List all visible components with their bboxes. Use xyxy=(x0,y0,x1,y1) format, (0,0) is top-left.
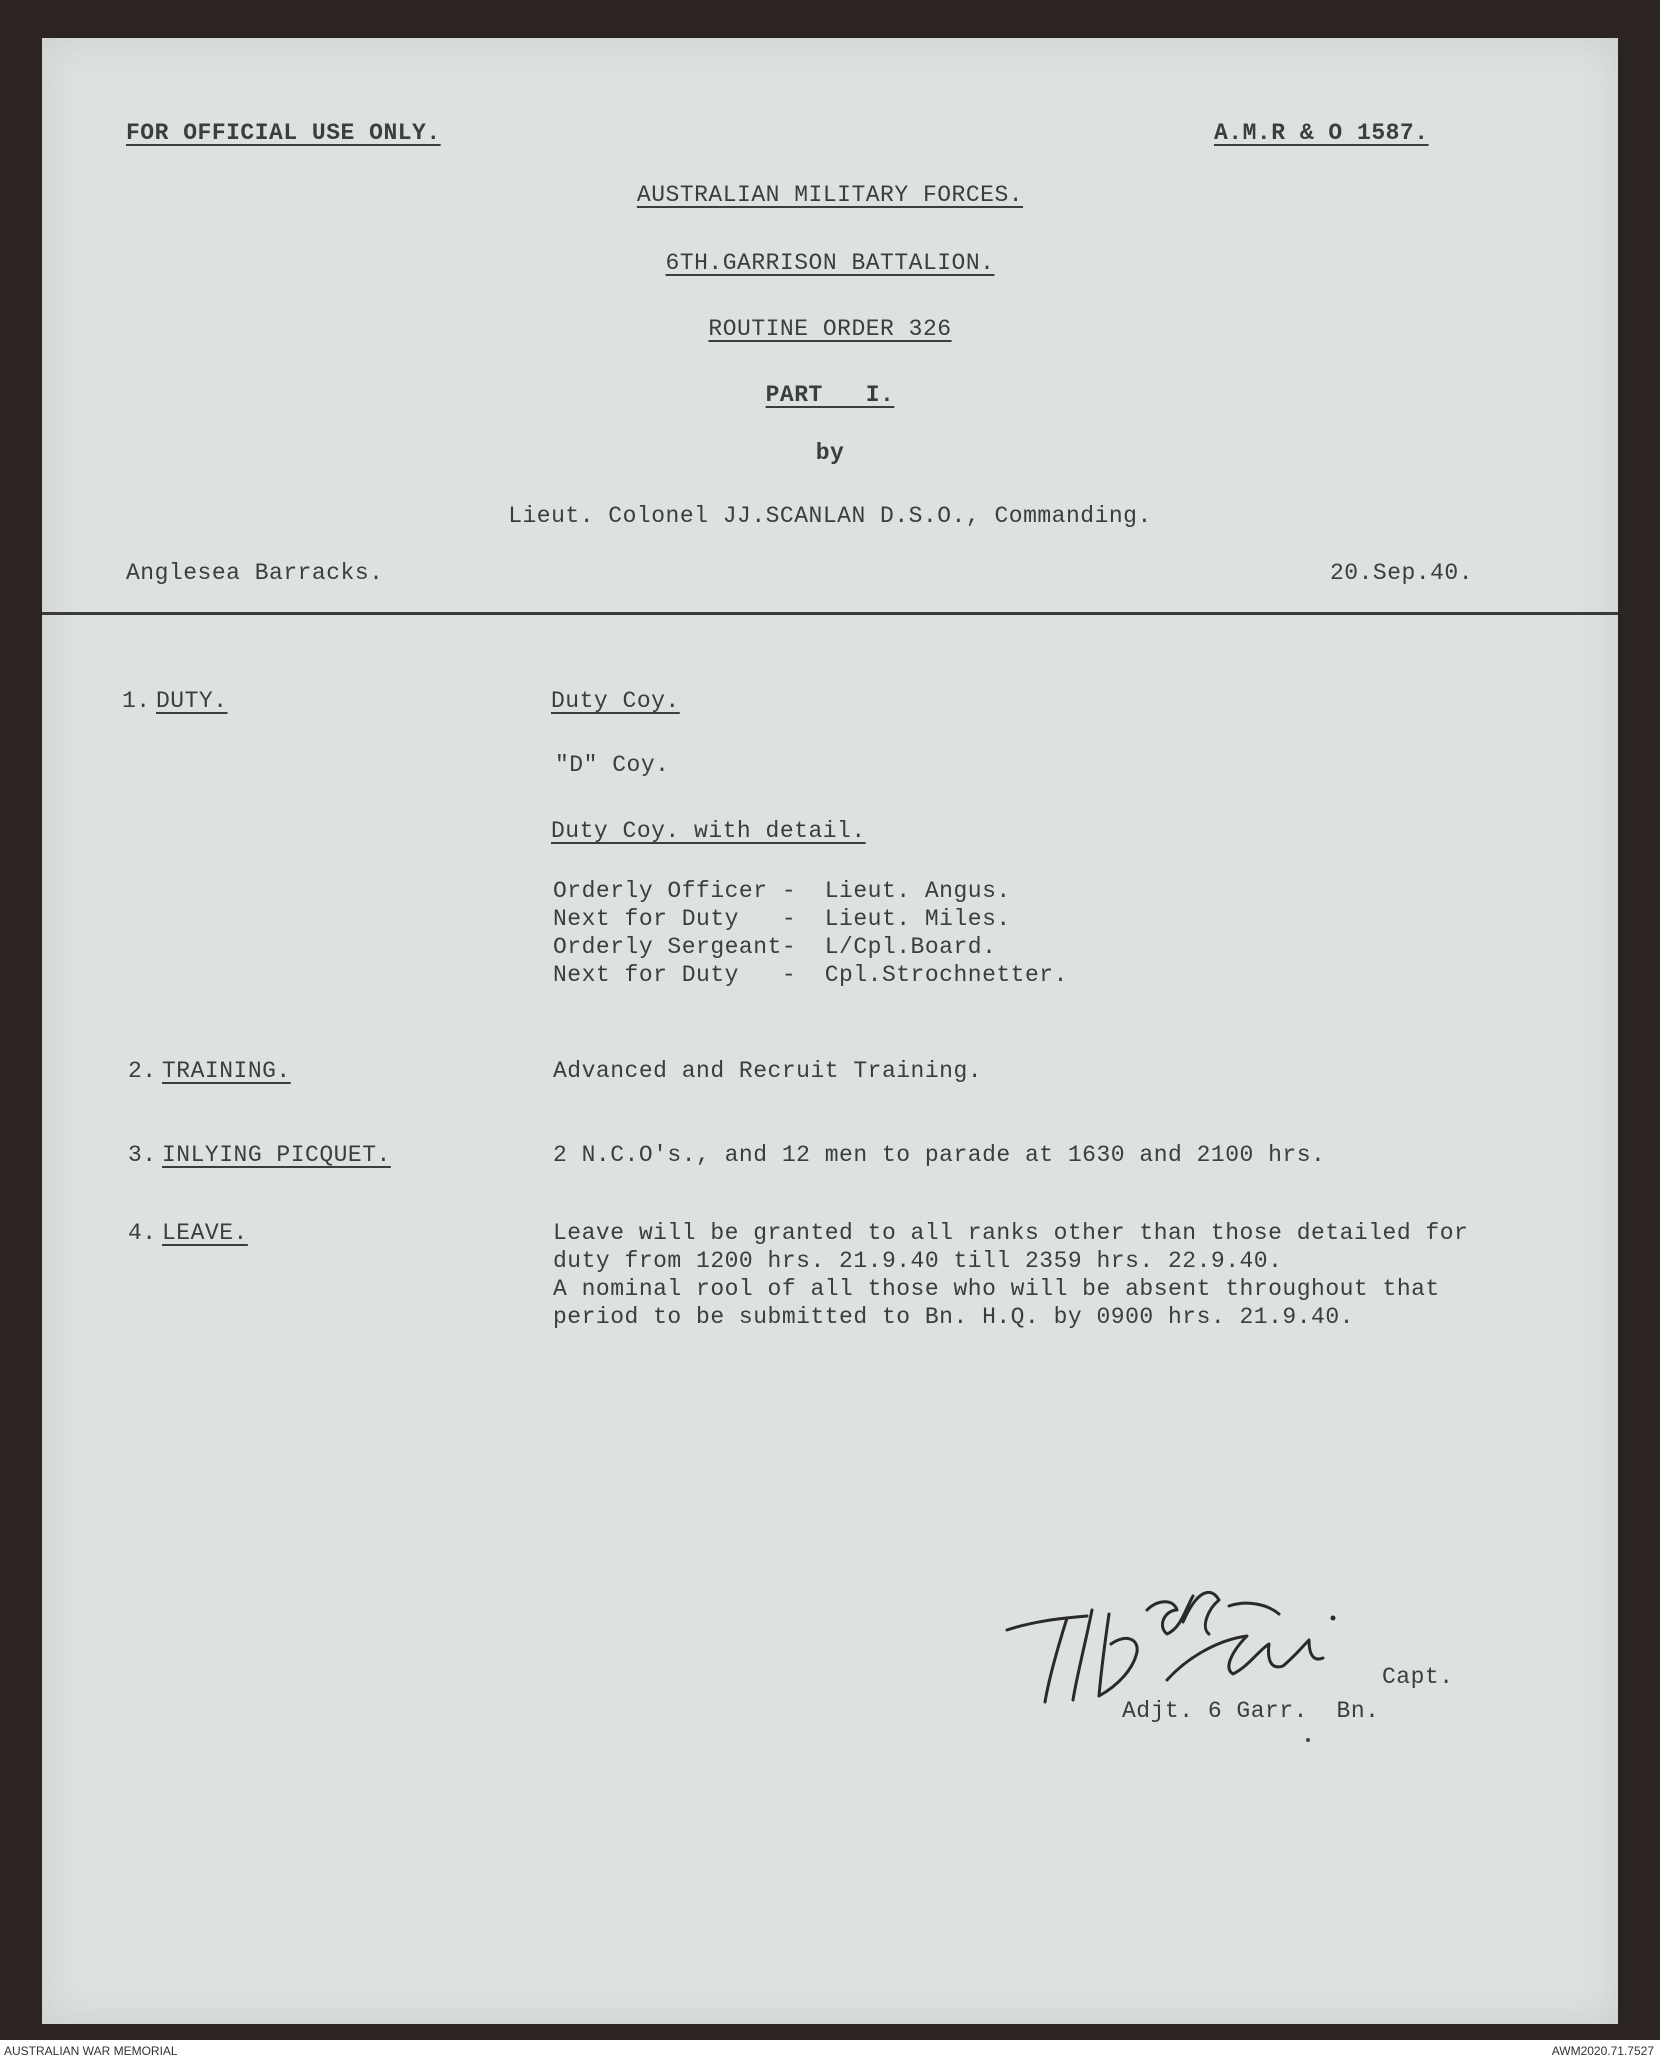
section-duty-title: DUTY. xyxy=(156,688,228,714)
duty-roster-row: Next for Duty - Cpl.Strochnetter. xyxy=(553,962,1068,988)
footer-institution: AUSTRALIAN WAR MEMORIAL xyxy=(4,2044,178,2058)
section-duty-number: 1. xyxy=(122,688,151,714)
title-battalion: 6TH.GARRISON BATTALION. xyxy=(665,250,995,276)
leave-text-line: A nominal rool of all those who will be absent throughout that xyxy=(553,1276,1440,1302)
commanding-officer: Lieut. Colonel JJ.SCANLAN D.S.O., Commanding. xyxy=(508,503,1152,529)
duty-coy-heading: Duty Coy. xyxy=(551,688,680,714)
classification-label: FOR OFFICIAL USE ONLY. xyxy=(126,120,441,146)
reference-number: A.M.R & O 1587. xyxy=(1214,120,1429,146)
date: 20.Sep.40. xyxy=(1330,560,1474,586)
duty-roster-row: Orderly Sergeant- L/Cpl.Board. xyxy=(553,934,997,960)
leave-text-line: period to be submitted to Bn. H.Q. by 0900 hrs. 21.9.40. xyxy=(553,1304,1354,1330)
picquet-text: 2 N.C.O's., and 12 men to parade at 1630 and 2100 hrs. xyxy=(553,1142,1326,1168)
title-routine-order: ROUTINE ORDER 326 xyxy=(708,316,952,342)
training-text: Advanced and Recruit Training. xyxy=(553,1058,983,1084)
duty-coy-detail-heading: Duty Coy. with detail. xyxy=(551,818,866,844)
duty-roster-row: Orderly Officer - Lieut. Angus. xyxy=(553,878,1011,904)
section-training-number: 2. xyxy=(128,1058,157,1084)
section-picquet-title: INLYING PICQUET. xyxy=(162,1142,391,1168)
section-leave-title: LEAVE. xyxy=(162,1220,248,1246)
document-page xyxy=(42,38,1618,2024)
signatory-appointment: Adjt. 6 Garr. Bn. xyxy=(1122,1698,1380,1724)
section-training-title: TRAINING. xyxy=(162,1058,291,1084)
title-by: by xyxy=(815,440,845,466)
horizontal-rule xyxy=(42,612,1618,615)
title-forces: AUSTRALIAN MILITARY FORCES. xyxy=(636,182,1024,208)
title-part: PART I. xyxy=(765,382,895,408)
signatory-rank: Capt. xyxy=(1382,1664,1454,1690)
location: Anglesea Barracks. xyxy=(126,560,384,586)
section-leave-number: 4. xyxy=(128,1220,157,1246)
duty-coy-value: "D" Coy. xyxy=(555,752,670,778)
leave-text-line: Leave will be granted to all ranks other than those detailed for xyxy=(553,1220,1469,1246)
ink-mark xyxy=(1306,1738,1310,1742)
section-picquet-number: 3. xyxy=(128,1142,157,1168)
footer-accession-number: AWM2020.71.7527 xyxy=(1551,2044,1654,2058)
duty-roster-row: Next for Duty - Lieut. Miles. xyxy=(553,906,1011,932)
leave-text-line: duty from 1200 hrs. 21.9.40 till 2359 hrs. 22.9.40. xyxy=(553,1248,1283,1274)
